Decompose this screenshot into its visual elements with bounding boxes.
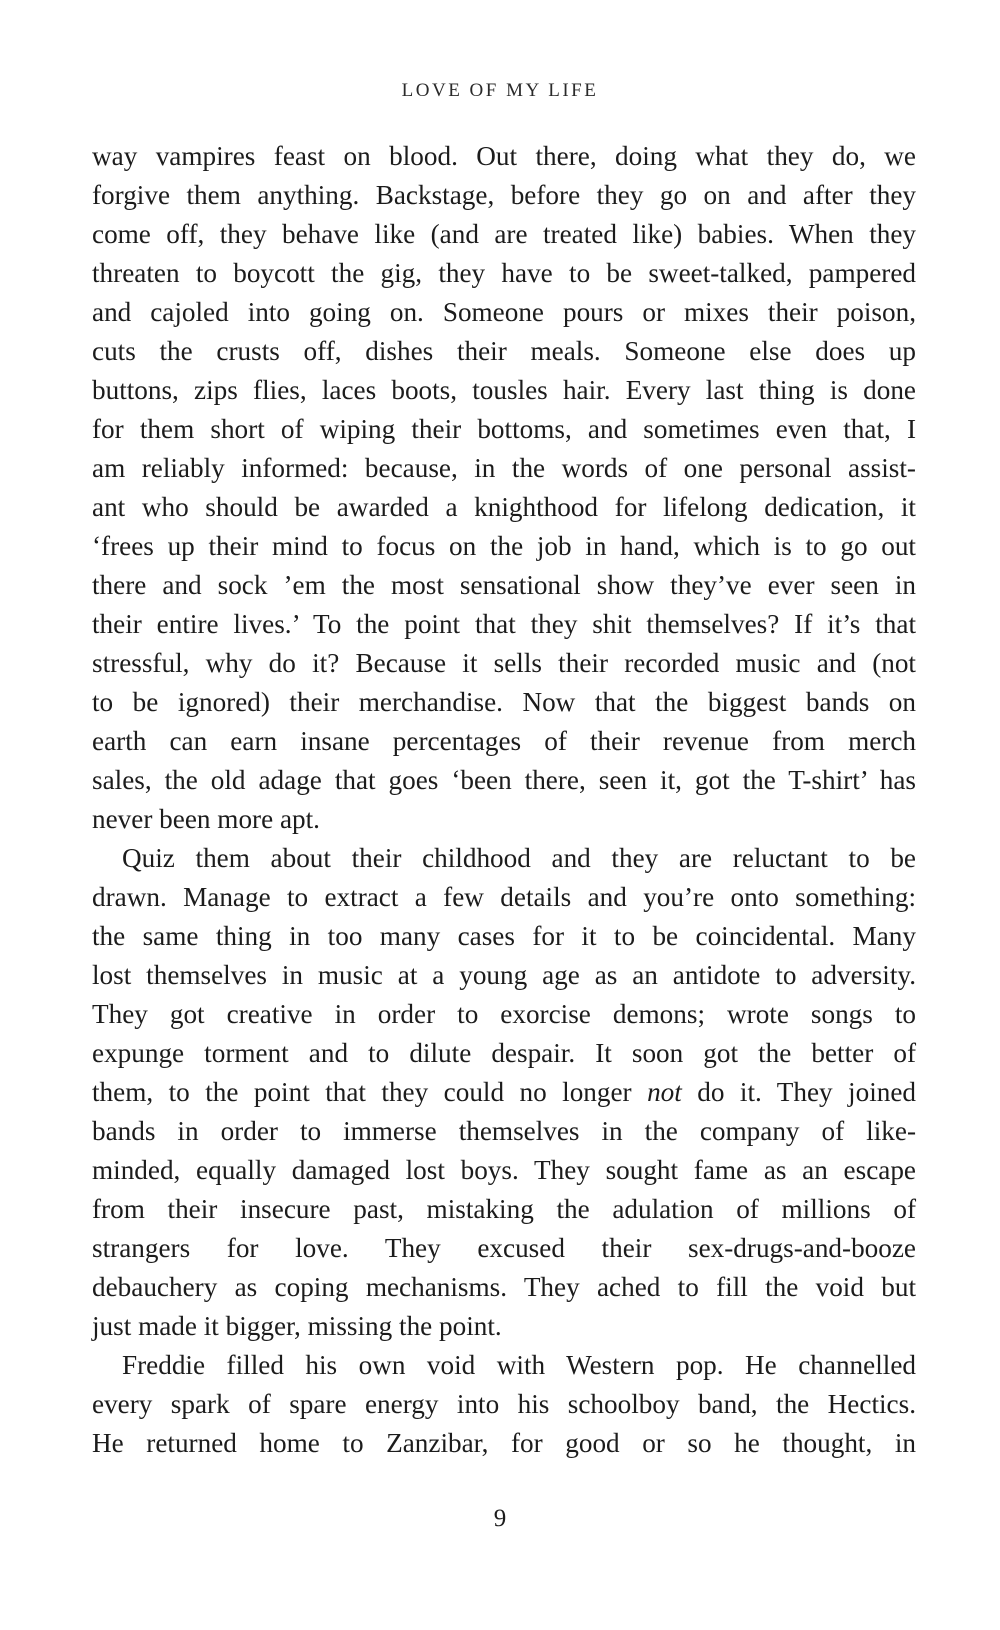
text-line: earth can earn insane percentages of their revenue from merch [92,726,916,756]
text-segment: them, to the point that they could no longer [92,1077,632,1107]
text-line: every spark of spare energy into his schoolboy band, the Hectics. [92,1389,916,1419]
text-line: drawn. Manage to extract a few details and you’re onto something: [92,882,916,912]
text-line-with-emphasis [92,1073,916,1112]
emphasis-word: not [647,1077,682,1107]
text-line: and cajoled into going on. Someone pours or mixes their poison, [92,297,916,327]
text-line: their entire lives.’ To the point that they shit themselves? If it’s that [92,609,916,639]
page-number: 9 [493,1505,507,1532]
text-line: bands in order to immerse themselves in the company of like- [92,1116,916,1146]
text-line: lost themselves in music at a young age as an antidote to adversity. [92,960,916,990]
text-line: Quiz them about their childhood and they are reluctant to be [122,843,916,873]
text-line: never been more apt. [92,804,320,834]
text-line: for them short of wiping their bottoms, and sometimes even that, I [92,414,916,444]
text-line: from their insecure past, mistaking the adulation of millions of [92,1194,916,1224]
text-segment: do it. They joined [681,1077,917,1107]
running-head: LOVE OF MY LIFE [401,80,599,101]
text-line: minded, equally damaged lost boys. They sought fame as an escape [92,1155,916,1185]
text-line: ‘frees up their mind to focus on the job in hand, which is to go out [92,531,916,561]
text-line: just made it bigger, missing the point. [92,1311,502,1341]
text-line: They got creative in order to exorcise demons; wrote songs to [92,999,916,1029]
text-line: ant who should be awarded a knighthood for lifelong dedication, it [92,492,916,522]
text-line: threaten to boycott the gig, they have to be sweet-talked, pampered [92,258,916,288]
text-line: strangers for love. They excused their sex-drugs-and-booze [92,1233,916,1263]
text-line: there and sock ’em the most sensational show they’ve ever seen in [92,570,916,600]
text-line: cuts the crusts off, dishes their meals. Someone else does up [92,336,916,366]
text-line: debauchery as coping mechanisms. They ached to fill the void but [92,1272,916,1302]
body-text [92,137,916,1463]
text-line: He returned home to Zanzibar, for good or so he thought, in [92,1428,916,1458]
text-line: come off, they behave like (and are treated like) babies. When they [92,219,916,249]
text-line: expunge torment and to dilute despair. It soon got the better of [92,1038,916,1068]
text-line: to be ignored) their merchandise. Now that the biggest bands on [92,687,916,717]
text-line: sales, the old adage that goes ‘been there, seen it, got the T-shirt’ has [92,765,916,795]
text-line: forgive them anything. Backstage, before they go on and after they [92,180,916,210]
text-line: Freddie filled his own void with Western pop. He channelled [122,1350,916,1380]
text-line: buttons, zips flies, laces boots, tousles hair. Every last thing is done [92,375,916,405]
text-line: way vampires feast on blood. Out there, doing what they do, we [92,141,916,171]
text-line: am reliably informed: because, in the words of one personal assist- [92,453,916,483]
text-line: stressful, why do it? Because it sells their recorded music and (not [92,648,916,678]
text-line: the same thing in too many cases for it to be coincidental. Many [92,921,916,951]
